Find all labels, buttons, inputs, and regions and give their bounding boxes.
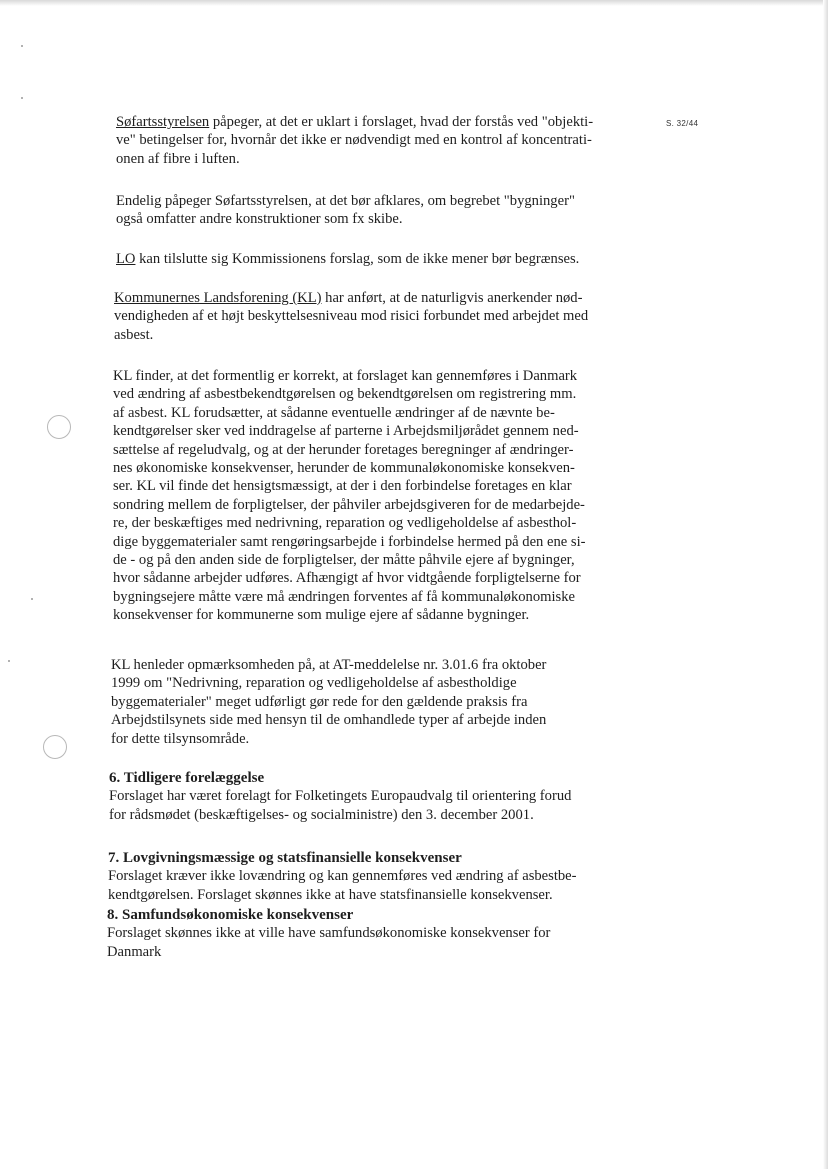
- punch-hole-lower: [43, 735, 67, 759]
- paragraph-line: hvor sådanne arbejder udføres. Afhængigt af hvor vidtgående forpligtelserne for: [113, 570, 581, 587]
- scan-speck: [8, 660, 10, 662]
- paragraph-line: bygningsejere måtte være må ændringen forventes af få kommunaløkonomiske: [113, 588, 576, 605]
- paragraph-sofartsstyrelsen: [116, 113, 593, 168]
- paragraph-bygninger: [116, 192, 575, 229]
- paragraph-line: ve" betingelser for, hvornår det ikke er nødvendigt med en kontrol af koncentrati-: [116, 132, 592, 149]
- page-reference: S. 32/44: [666, 119, 699, 128]
- paragraph-kl-henleder: [111, 656, 546, 748]
- punch-hole-upper: [47, 415, 71, 439]
- paragraph-lo: [116, 250, 579, 268]
- scan-speck: [21, 45, 23, 47]
- paragraph-line: onen af fibre i luften.: [116, 150, 240, 167]
- organization-name: Søfartsstyrelsen: [116, 114, 210, 130]
- paragraph-line: af asbest. KL forudsætter, at sådanne eventuelle ændringer af de nævnte be-: [113, 404, 555, 421]
- paragraph-line: for dette tilsynsområde.: [111, 730, 250, 747]
- paragraph-line: for rådsmødet (beskæftigelses- og socialministre) den 3. december 2001.: [109, 806, 534, 823]
- paragraph-line: kan tilslutte sig Kommissionens forslag, som de ikke mener bør begrænses.: [135, 251, 580, 267]
- paragraph-line: konsekvenser for kommunerne som mulige ejere af sådanne bygninger.: [113, 607, 530, 624]
- organization-name: LO: [116, 251, 136, 267]
- section-7: [108, 849, 577, 904]
- paragraph-line: ved ændring af asbestbekendtgørelsen og bekendtgørelsen om registrering mm.: [113, 386, 577, 403]
- paragraph-line: nes økonomiske konsekvenser, herunder de kommunaløkonomiske konsekven-: [113, 460, 575, 477]
- section-heading: 6. Tidligere forelæggelse: [109, 770, 265, 786]
- section-6: [109, 769, 571, 824]
- paragraph-line: også omfatter andre konstruktioner som fx skibe.: [116, 211, 403, 228]
- paragraph-line: dige byggematerialer samt rengøringsarbejde i forbindelse hermed på den ene si-: [113, 533, 586, 550]
- page-top-edge: [0, 0, 828, 6]
- paragraph-line: ser. KL vil finde det hensigtsmæssigt, at der i den forbindelse foretages en klar: [113, 478, 572, 495]
- section-8: [107, 906, 550, 961]
- paragraph-line: påpeger, at det er uklart i forslaget, hvad der forstås ved "objekti-: [209, 114, 594, 130]
- paragraph-line: asbest.: [114, 326, 154, 343]
- paragraph-kl-finder: [113, 367, 586, 625]
- paragraph-line: Endelig påpeger Søfartsstyrelsen, at det bør afklares, om begrebet "bygninger": [116, 193, 575, 209]
- paragraph-line: Forslaget skønnes ikke at ville have samfundsøkonomiske konsekvenser for: [107, 925, 551, 942]
- organization-name: Kommunernes Landsforening (KL): [114, 290, 322, 306]
- paragraph-line: vendigheden af et højt beskyttelsesniveau mod risici forbundet med arbejdet med: [114, 308, 589, 325]
- paragraph-line: 1999 om "Nedrivning, reparation og vedligeholdelse af asbestholdige: [111, 675, 517, 692]
- page-right-edge: [823, 0, 828, 1169]
- paragraph-line: kendtgørelser sker ved inddragelse af parterne i Arbejdsmiljørådet gennem ned-: [113, 423, 579, 440]
- paragraph-line: sondring mellem de forpligtelser, der påhviler arbejdsgiveren for de medarbejde-: [113, 496, 585, 513]
- paragraph-line: Forslaget kræver ikke lovændring og kan gennemføres ved ændring af asbestbe-: [108, 868, 577, 885]
- paragraph-line: Forslaget har været forelagt for Folketingets Europaudvalg til orientering forud: [109, 788, 572, 805]
- paragraph-line: Arbejdstilsynets side med hensyn til de omhandlede typer af arbejde inden: [111, 712, 547, 729]
- paragraph-kl-intro: [114, 289, 588, 344]
- paragraph-line: de - og på den anden side de forpligtelser, der måtte påhvile ejere af bygninger,: [113, 552, 575, 569]
- paragraph-line: byggematerialer" meget udførligt gør rede for den gældende praksis fra: [111, 693, 528, 710]
- scan-speck: [21, 97, 23, 99]
- paragraph-line: re, der beskæftiges med nedrivning, reparation og vedligeholdelse af asbesthol-: [113, 515, 577, 532]
- paragraph-line: kendtgørelsen. Forslaget skønnes ikke at have statsfinansielle konsekvenser.: [108, 886, 553, 903]
- paragraph-line: har anført, at de naturligvis anerkender nød-: [321, 290, 583, 306]
- paragraph-line: KL finder, at det formentlig er korrekt, at forslaget kan gennemføres i Danmark: [113, 368, 578, 384]
- paragraph-line: Danmark: [107, 943, 162, 960]
- paragraph-line: KL henleder opmærksomheden på, at AT-meddelelse nr. 3.01.6 fra oktober: [111, 657, 547, 673]
- paragraph-line: sættelse af regeludvalg, og at der herunder foretages beregninger af ændringer-: [113, 441, 574, 458]
- scan-speck: [31, 598, 33, 600]
- section-heading: 7. Lovgivningsmæssige og statsfinansielle konsekvenser: [108, 850, 462, 866]
- section-heading: 8. Samfundsøkonomiske konsekvenser: [107, 907, 354, 923]
